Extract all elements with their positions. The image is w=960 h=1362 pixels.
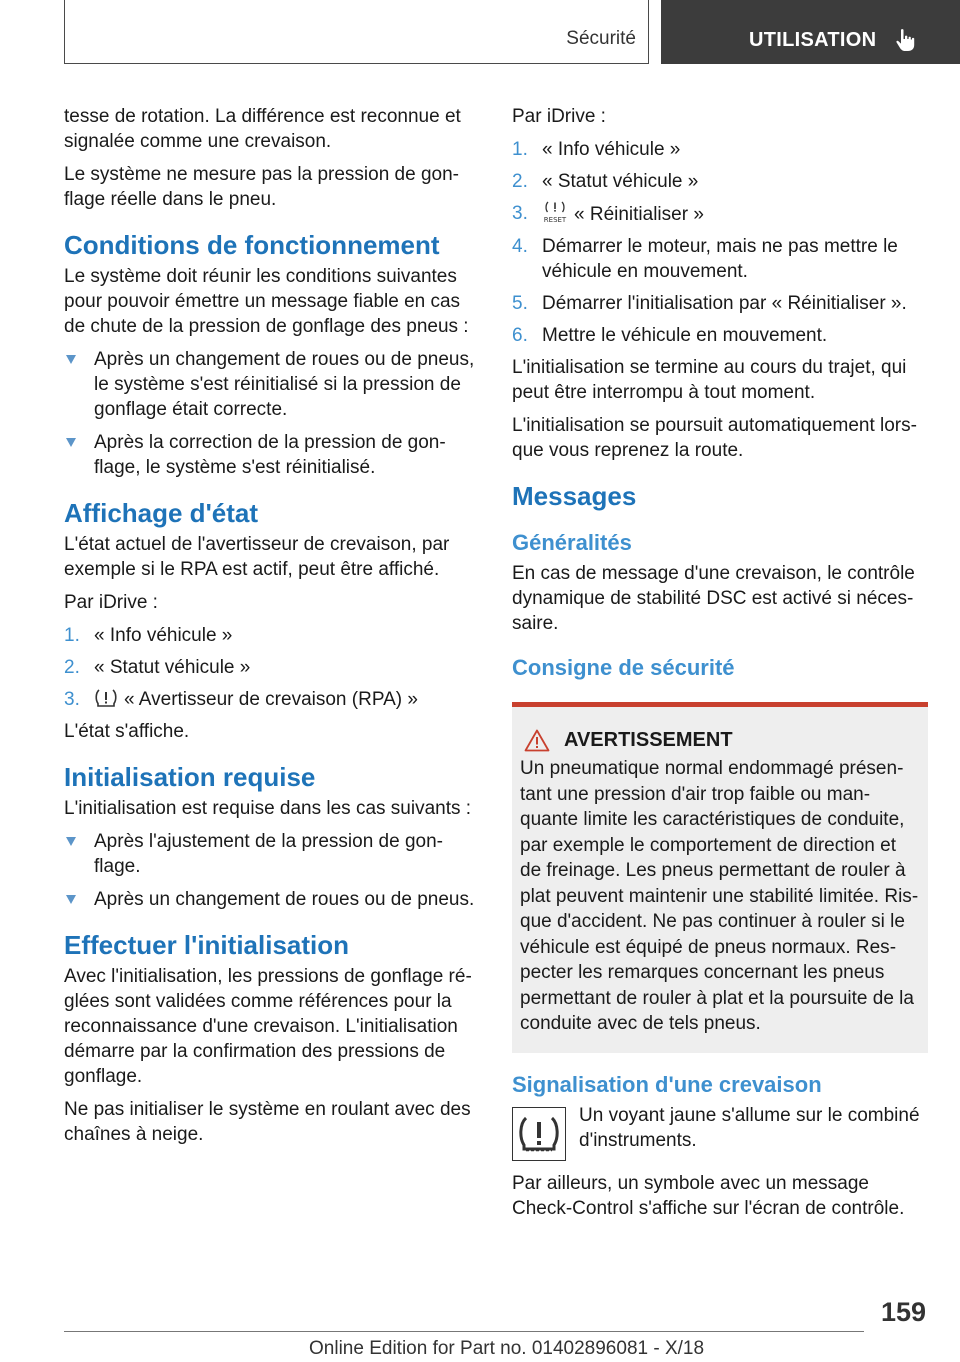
triangle-bullet-icon (66, 895, 76, 904)
triangle-bullet-icon (66, 355, 76, 364)
warning-text: Un pneumatique normal endommagé présentant une pression d'air trop faible ou manquante limite les caractéristiques de conduite, par exemple le comportement de direction et de freinage. Les pneus permettant de rouler à plat peuvent maintenir une stabilité limitée. Risque d'accident. Ne pas continuer à rouler si le véhicule est équipé de pneus normaux. Respecter les remarques concernant les pneus permettant de rouler à plat et la poursuite de la conduite avec de tels pneus. (520, 758, 919, 1034)
step-item: 1. « Info véhicule » (64, 625, 233, 646)
paragraph: Par ailleurs, un symbole avec un message Check-Control s'affiche sur l'écran de contrôle. (512, 1172, 905, 1219)
warning-title-row (520, 729, 920, 752)
hand-pointer-icon (895, 28, 917, 52)
warning-box (512, 702, 928, 1053)
tire-pressure-warning-icon (94, 688, 118, 708)
init-steps (512, 137, 928, 348)
paragraph: tesse de rotation. La différence est reconnue et signalée comme une crevaison. (64, 106, 461, 152)
chapter-title: UTILISATION (749, 29, 877, 51)
heading-signalisation: Signalisation d'une crevaison (512, 1071, 822, 1097)
paragraph: Un voyant jaune s'allume sur le combiné d'instruments. (579, 1104, 920, 1151)
chapter-tab (661, 0, 960, 64)
paragraph: Le système ne mesure pas la pression de gonflage réelle dans le pneu. (64, 164, 459, 210)
step-item: 2. « Statut véhicule » (512, 171, 699, 192)
triangle-bullet-icon (66, 837, 76, 846)
heading-effectuer: Effectuer l'initialisation (64, 930, 350, 960)
triangle-bullet-icon (66, 438, 76, 447)
warning-title: AVERTISSEMENT (564, 729, 733, 751)
paragraph: L'initialisation se termine au cours du trajet, qui peut être interrompu à tout moment. (512, 357, 907, 403)
reset-label: RESET (543, 216, 567, 223)
left-column (64, 104, 476, 1155)
list-item: Après l'ajustement de la pression de gonflage. (64, 829, 476, 879)
paragraph: Ne pas initialiser le système en roulant avec des chaînes à neige. (64, 1099, 471, 1145)
heading-consigne: Consigne de sécurité (512, 655, 735, 680)
list-item: Après un changement de roues ou de pneus, le système s'est réinitialisé si la pression de gonflage était correcte. (64, 347, 476, 422)
paragraph: Le système doit réunir les conditions suivantes pour pouvoir émettre un message fiable en cas de chute de la pression de gonflage des pneus : (64, 266, 469, 337)
paragraph: L'état actuel de l'avertisseur de crevaison, par exemple si le RPA est actif, peut être affiché. (64, 534, 450, 580)
paragraph: Par iDrive : (64, 592, 158, 613)
tire-pressure-warning-light-icon (512, 1107, 566, 1161)
init-cases-list (64, 829, 476, 912)
paragraph: En cas de message d'une crevaison, le contrôle dynamique de stabilité DSC est activé si nécessaire. (512, 563, 915, 634)
heading-conditions: Conditions de fonctionnement (64, 230, 440, 260)
puncture-indicator-row (512, 1103, 928, 1161)
step-item: 3. RESET « Réinitialiser » (512, 203, 704, 225)
warning-triangle-icon (524, 729, 550, 752)
footer-edition: Online Edition for Part no. 01402896081 - X/18 (309, 1338, 705, 1359)
step-item: 1. « Info véhicule » (512, 139, 681, 160)
list-item: Après la correction de la pression de gonflage, le système s'est réinitialisé. (64, 430, 476, 480)
paragraph: L'initialisation est requise dans les cas suivants : (64, 798, 472, 819)
running-header-section: Sécurité (566, 28, 636, 49)
tire-reset-icon (542, 201, 568, 223)
list-item: Après un changement de roues ou de pneus. (64, 887, 476, 912)
heading-generalites: Généralités (512, 530, 632, 555)
step-item: 5. Démarrer l'initialisation par « Réinitialiser ». (512, 293, 907, 314)
page-number: 159 (880, 1297, 926, 1327)
paragraph: Avec l'initialisation, les pressions de gonflage réglées sont validées comme références pour la reconnaissance d'une crevaison. L'initialisation démarre par la confirmation des pressions de gonflage. (64, 966, 472, 1087)
running-header-frame (64, 0, 649, 64)
heading-init-requise: Initialisation requise (64, 762, 316, 792)
paragraph: L'initialisation se poursuit automatiquement lorsque vous reprenez la route. (512, 415, 917, 461)
paragraph: L'état s'affiche. (64, 721, 190, 742)
step-item: 3. « Avertisseur de crevaison (RPA) » (64, 689, 418, 710)
step-item: 4. Démarrer le moteur, mais ne pas mettre le véhicule en mouvement. (512, 236, 898, 282)
affichage-steps (64, 623, 476, 712)
paragraph: Par iDrive : (512, 106, 606, 127)
step-item: 6. Mettre le véhicule en mouvement. (512, 325, 828, 346)
heading-messages: Messages (512, 481, 637, 511)
conditions-list (64, 347, 476, 480)
step-item: 2. « Statut véhicule » (64, 657, 251, 678)
heading-affichage: Affichage d'état (64, 498, 258, 528)
right-column (512, 104, 928, 1229)
footer-divider (64, 1331, 864, 1332)
